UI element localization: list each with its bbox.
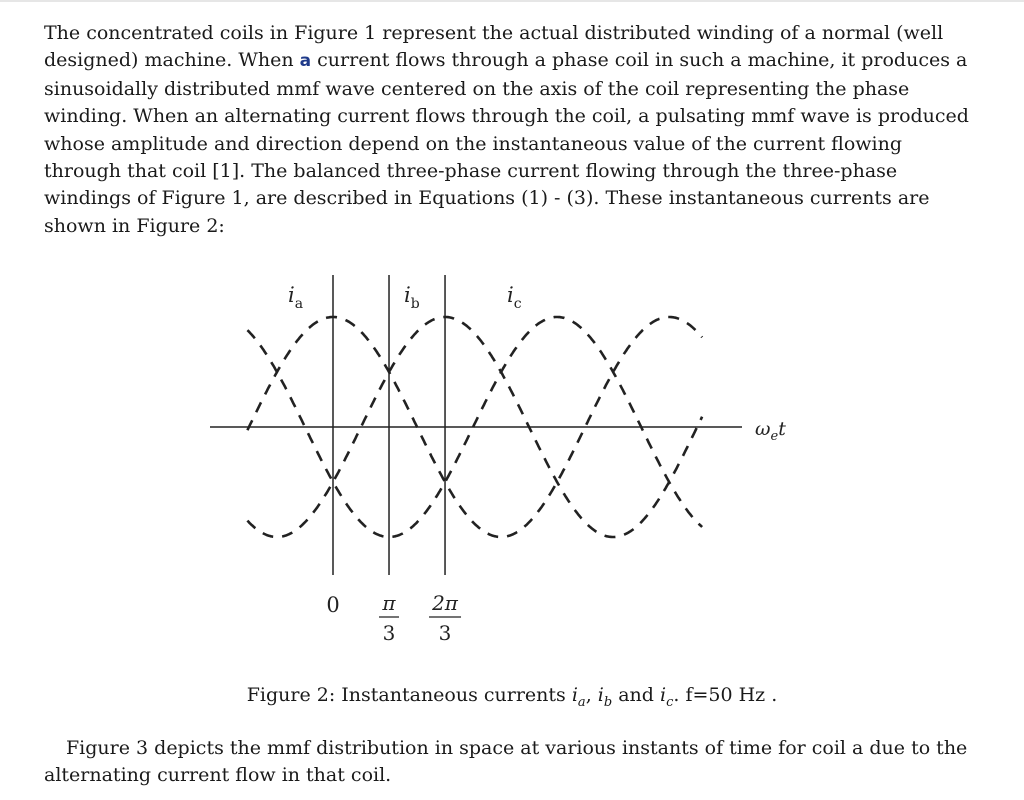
caption-ib: $i_b$ bbox=[597, 684, 613, 710]
caption-ic: $i_c$ bbox=[660, 684, 674, 710]
paragraph-figure3: Figure 3 depicts the mmf distribution in space at various instants of time for coil a due to the alternating current flow in that coil. bbox=[44, 737, 968, 787]
tick-label-2pi-over-3 bbox=[429, 591, 461, 645]
tick-label-2pi-over-3-denominator: 3 bbox=[438, 621, 452, 645]
x-axis-label: $\omega_et$ bbox=[755, 418, 786, 444]
caption-separator: and bbox=[612, 684, 660, 706]
series-label-ib: $i_b$ bbox=[404, 283, 420, 312]
tick-label-zero: 0 bbox=[326, 593, 340, 617]
paragraph-intro-rest: current flows through a phase coil in such a machine, it produces a sinusoidally distributed mmf wave centered on the axis of the coil representing the phase winding. When an alternating current flows through the coil, a pulsating mmf wave is produced whose amplitude and direction depend on the instantaneous value of the current flowing through that coil [1]. The balanced three-phase current flowing through the three-phase windings of Figure 1, are described in Equations (1) - (3). These instantaneous currents are shown in Figure 2: bbox=[44, 49, 969, 237]
caption-ia: $i_a$ bbox=[571, 684, 586, 710]
figure-2-current-waveforms bbox=[200, 270, 800, 670]
caption-suffix: . f=50 Hz . bbox=[673, 684, 778, 706]
caption-separator: , bbox=[585, 684, 598, 706]
highlighted-word: a bbox=[299, 51, 312, 72]
paragraph-intro bbox=[44, 20, 974, 240]
tick-label-2pi-over-3-numerator: 2π bbox=[432, 591, 458, 615]
tick-label-pi-over-3-numerator: π bbox=[382, 591, 396, 615]
series-label-ia: $i_a$ bbox=[288, 283, 304, 312]
figure-caption bbox=[0, 684, 1024, 710]
caption-prefix: Figure 2: Instantaneous currents bbox=[246, 684, 572, 706]
tick-label-pi-over-3-denominator: 3 bbox=[382, 621, 396, 645]
series-label-ic: $i_c$ bbox=[507, 283, 522, 312]
top-border bbox=[0, 0, 1024, 2]
paragraph-intro-start: The concentrated coils in Figure 1 represent the actual distributed winding of a normal (well designed) machine. When bbox=[44, 22, 944, 72]
tick-label-pi-over-3 bbox=[379, 591, 399, 645]
